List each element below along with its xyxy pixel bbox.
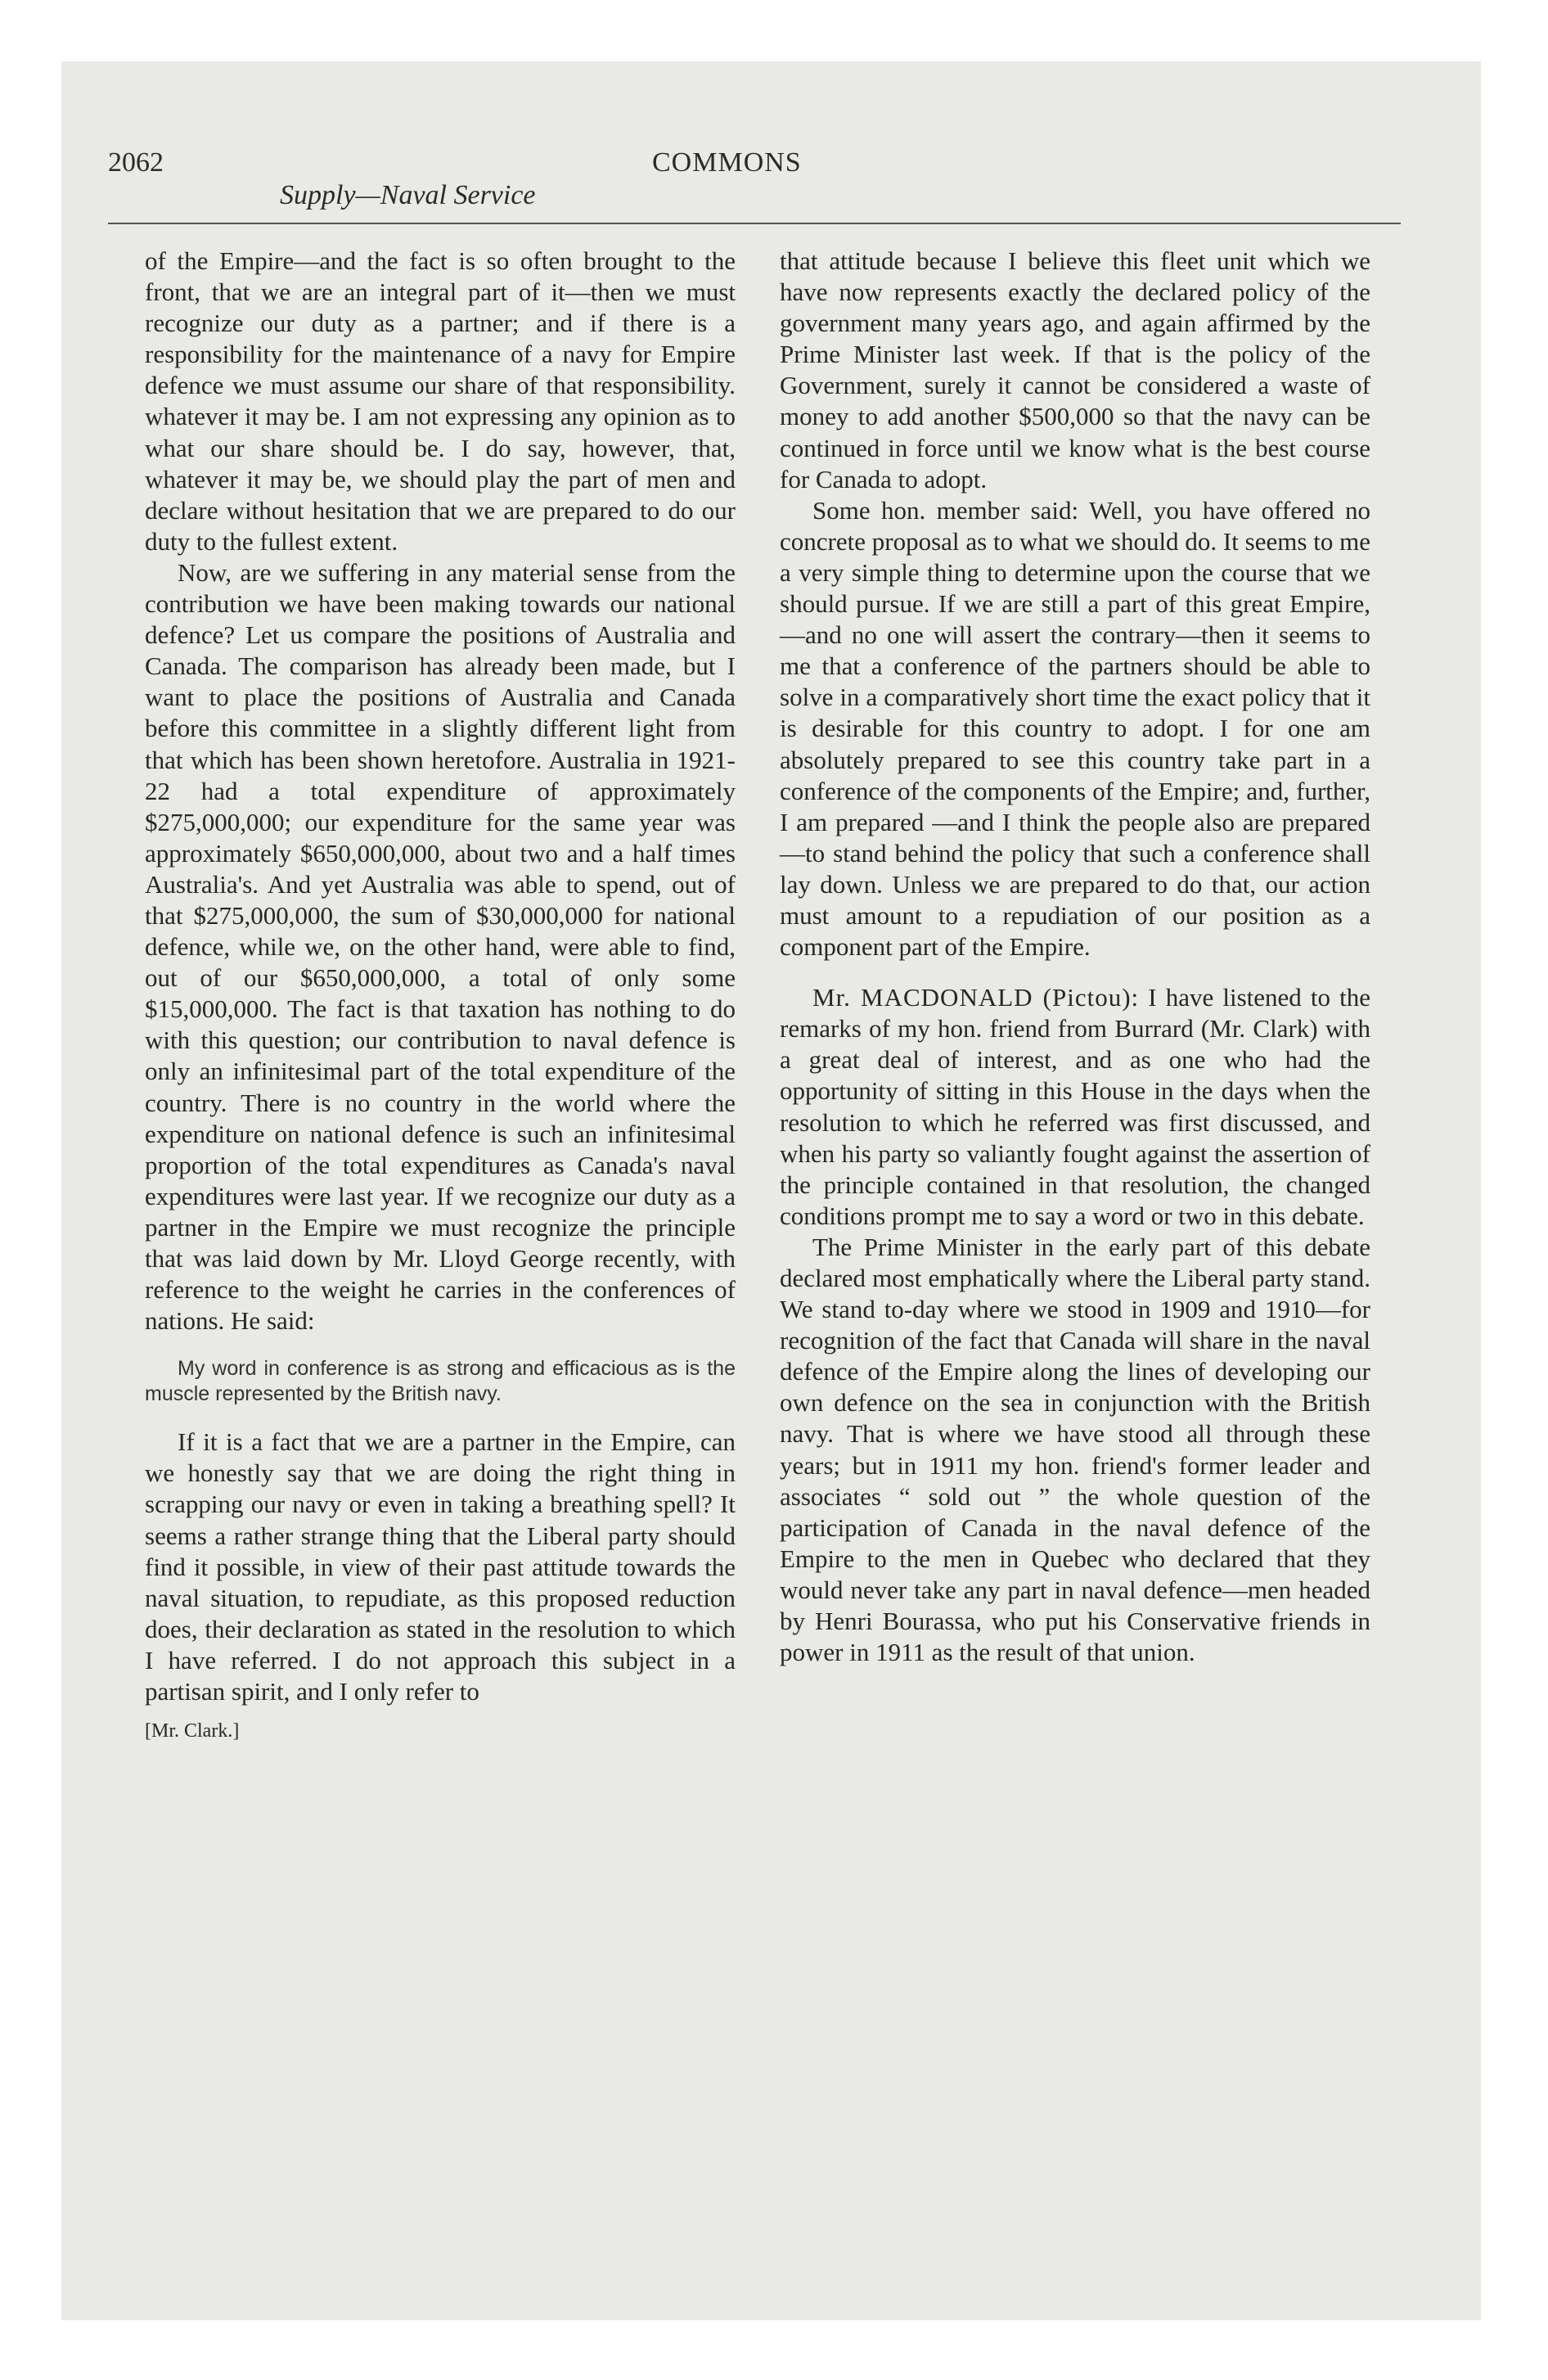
paragraph: that attitude because I believe this fleet unit which we have now represents exactly the declared policy of the government many years ago, and again affirmed by the Prime Minister last week. If that is the policy of the Government, surely it cannot be considered a waste of money to add another $500,000 so that the navy can be continued in force until we know what is the best course for Canada to adopt. [780, 246, 1370, 494]
paragraph: If it is a fact that we are a partner in the Empire, can we honestly say that we are doing the right thing in scrapping our navy or even in taking a breathing spell? It seems a rather strange thing that the Liberal party should find it possible, in view of their past attitude towards the naval situation, to repudiate, as this proposed reduction does, their declaration as stated in the resolution to which I have referred. I do not approach this subject in a partisan spirit, and I only refer to [145, 1427, 736, 1706]
page-header [108, 82, 1401, 210]
house-title: COMMONS [652, 147, 802, 178]
paragraph: The Prime Minister in the early part of this debate declared most emphatically where the Liberal party stand. We stand to-day where we stood in 1909 and 1910—for recognition of the fact that Canada will share in the naval defence of the Empire along the lines of developing our own defence on the sea in conjunction with the British navy. That is where we have stood all through these years; but in 1911 my hon. friend's former leader and associates “ sold out ” the whole question of the participation of Canada in the naval defence of the Empire to the men in Quebec who declared that they would never take any part in naval defence—men headed by Henri Bourassa, who put his Conservative friends in power in 1911 as the result of that union. [780, 1232, 1370, 1667]
speaker-name: Mr. MACDONALD (Pictou): [812, 983, 1140, 1012]
paragraph: Some hon. member said: Well, you have offered no concrete proposal as to what we should do. It seems to me a very simple thing to determine upon the course that we should pursue. If we are still a part of this great Empire,—and no one will assert the contrary—then it seems to me that a conference of the partners should be able to solve in a comparatively short time the exact policy that it is desirable for this country to adopt. I for one am absolutely prepared to see this country take part in a conference of the components of the Empire; and, further, I am prepared —and I think the people also are prepared —to stand behind the policy that such a conference shall lay down. Unless we are prepared to do that, our action must amount to a repudiation of our position as a component part of the Empire. [780, 495, 1370, 962]
header-rule [108, 223, 1401, 224]
page-number: 2062 [108, 147, 164, 178]
speaker-footnote: [Mr. Clark.] [145, 1720, 240, 1742]
left-column [145, 246, 736, 1743]
speech-text: I have listened to the remarks of my hon. friend from Burrard (Mr. Clark) with a great deal of interest, and as one who had the opportunity of sitting in this House in the days when the resolution to which he referred was first discussed, and when his party so valiantly fought against the assertion of the principle contained in that resolution, the changed conditions prompt me to say a word or two in this debate. [780, 983, 1371, 1230]
paragraph: Now, are we suffering in any material sense from the contribution we have been making towards our national defence? Let us compare the positions of Australia and Canada. The comparison has already been made, but I want to place the positions of Australia and Canada before this committee in a slightly different light from that which has been shown heretofore. Australia in 1921-22 had a total expenditure of approximately $275,000,000; our expenditure for the same year was approximately $650,000,000, about two and a half times Australia's. And yet Australia was able to spend, out of that $275,000,000, the sum of $30,000,000 for national defence, while we, on the other hand, were able to find, out of our $650,000,000, a total of only some $15,000,000. The fact is that taxation has nothing to do with this question; our contribution to naval defence is only an infinitesimal part of the total expenditure of the country. There is no country in the world where the expenditure on national defence is such an infinitesimal proportion of the total expenditures as Canada's naval expenditures were last year. If we recognize our duty as a partner in the Empire we must recognize the principle that was laid down by Mr. Lloyd George recently, with reference to the weight he carries in the conferences of nations. He said: [145, 557, 736, 1336]
block-quote: My word in conference is as strong and efficacious as is the muscle represented by the British navy. [145, 1357, 736, 1406]
paragraph: of the Empire—and the fact is so often brought to the front, that we are an integral part of it—then we must recognize our duty as a partner; and if there is a responsibility for the maintenance of a navy for Empire defence we must assume our share of that responsibility. whatever it may be. I am not expressing any opinion as to what our share should be. I do say, however, that, whatever it may be, we should play the part of men and declare without hesitation that we are prepared to do our duty to the fullest extent. [145, 246, 736, 556]
speech-paragraph [780, 982, 1370, 1232]
section-title: Supply—Naval Service [280, 180, 536, 210]
right-column [780, 246, 1370, 1668]
